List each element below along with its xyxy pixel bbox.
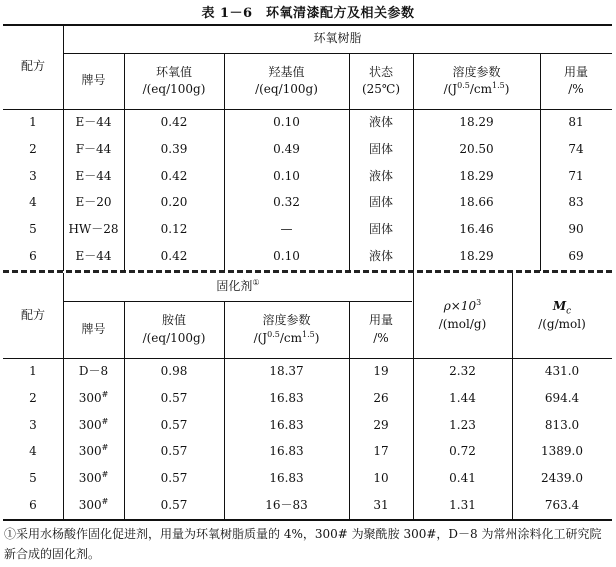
header-amount-curing: 用量 /% bbox=[368, 313, 393, 345]
curing-cell-amount: 10 bbox=[373, 471, 389, 486]
curing-cell-recipe: 2 bbox=[29, 390, 37, 405]
resin-cell-epoxy: 0.42 bbox=[160, 115, 188, 130]
curing-cell-amine: 0.57 bbox=[160, 390, 188, 405]
resin-cell-epoxy: 0.42 bbox=[160, 248, 188, 263]
resin-cell-hydroxyl: — bbox=[280, 222, 293, 237]
resin-cell-solubility: 18.29 bbox=[459, 248, 494, 263]
curing-cell-recipe: 4 bbox=[29, 444, 37, 459]
curing-cell-recipe: 1 bbox=[29, 364, 37, 379]
curing-cell-solubility: 18.37 bbox=[269, 364, 304, 379]
curing-cell-amount: 31 bbox=[373, 497, 389, 512]
curing-cell-solubility: 16.83 bbox=[269, 471, 304, 486]
resin-cell-recipe: 2 bbox=[29, 141, 37, 156]
brand-superscript: # bbox=[101, 389, 109, 399]
resin-cell-amount: 74 bbox=[568, 141, 584, 156]
curing-cell-mc: 1389.0 bbox=[541, 444, 583, 459]
header-recipe-curing: 配方 bbox=[20, 307, 45, 322]
brand-superscript: # bbox=[101, 443, 109, 453]
resin-cell-recipe: 5 bbox=[29, 222, 37, 237]
header-crosslink-density: $\rho\times 10^3$ /(mol/g) bbox=[438, 298, 487, 331]
resin-cell-brand: HW－28 bbox=[68, 222, 119, 237]
brand-superscript: # bbox=[101, 470, 109, 480]
curing-cell-brand: 300# bbox=[78, 443, 109, 459]
curing-cell-solubility: 16－83 bbox=[265, 497, 308, 512]
header-recipe: 配方 bbox=[20, 58, 45, 73]
resin-cell-state: 液体 bbox=[368, 115, 393, 130]
curing-cell-amine: 0.98 bbox=[160, 364, 188, 379]
curing-cell-solubility: 16.83 bbox=[269, 390, 304, 405]
resin-cell-solubility: 18.66 bbox=[459, 195, 494, 210]
resin-cell-state: 液体 bbox=[368, 248, 393, 263]
resin-cell-recipe: 4 bbox=[29, 195, 37, 210]
header-amount: 用量 /% bbox=[563, 64, 588, 96]
header-curing-agent-group: 固化剂① bbox=[216, 278, 260, 294]
resin-cell-recipe: 6 bbox=[29, 248, 37, 263]
table-title: 表 1－6 环氧清漆配方及相关参数 bbox=[201, 6, 415, 21]
curing-cell-brand: 300# bbox=[78, 389, 109, 405]
resin-cell-amount: 71 bbox=[568, 168, 584, 183]
curing-cell-rho: 1.31 bbox=[449, 497, 476, 512]
curing-cell-amine: 0.57 bbox=[160, 471, 188, 486]
resin-cell-state: 固体 bbox=[368, 195, 393, 210]
brand-superscript: # bbox=[101, 416, 109, 426]
resin-cell-recipe: 3 bbox=[29, 168, 37, 183]
curing-cell-solubility: 16.83 bbox=[269, 417, 304, 432]
curing-cell-recipe: 5 bbox=[29, 471, 37, 486]
curing-cell-rho: 2.32 bbox=[449, 364, 476, 379]
curing-cell-mc: 2439.0 bbox=[541, 471, 583, 486]
header-solubility-parameter: 溶度参数 $/(J^{0.5}/cm^{1.5})$ bbox=[443, 64, 510, 96]
header-solubility-parameter-curing: 溶度参数 $/(J^{0.5}/cm^{1.5})$ bbox=[253, 313, 320, 345]
resin-cell-epoxy: 0.20 bbox=[160, 195, 188, 210]
resin-cell-amount: 90 bbox=[568, 222, 584, 237]
curing-cell-brand: 300# bbox=[78, 496, 109, 512]
header-brand: 牌号 bbox=[81, 73, 106, 88]
curing-cell-mc: 813.0 bbox=[544, 417, 580, 432]
curing-cell-brand: 300# bbox=[78, 416, 109, 432]
header-amine-value: 胺值 /(eq/100g) bbox=[142, 313, 206, 345]
curing-cell-mc: 763.4 bbox=[544, 497, 580, 512]
curing-cell-solubility: 16.83 bbox=[269, 444, 304, 459]
resin-cell-hydroxyl: 0.10 bbox=[273, 115, 300, 130]
header-epoxy-value: 环氧值 /(eq/100g) bbox=[142, 64, 206, 96]
curing-cell-amine: 0.57 bbox=[160, 417, 188, 432]
curing-cell-recipe: 3 bbox=[29, 417, 37, 432]
curing-cell-rho: 1.44 bbox=[449, 390, 476, 405]
curing-cell-amount: 29 bbox=[373, 417, 389, 432]
resin-cell-solubility: 18.29 bbox=[459, 115, 494, 130]
resin-cell-hydroxyl: 0.32 bbox=[273, 195, 300, 210]
curing-cell-recipe: 6 bbox=[29, 497, 37, 512]
resin-cell-hydroxyl: 0.10 bbox=[273, 248, 300, 263]
resin-cell-brand: E－44 bbox=[75, 168, 112, 183]
curing-cell-brand: D－8 bbox=[78, 364, 109, 379]
resin-cell-recipe: 1 bbox=[29, 115, 37, 130]
header-epoxy-resin-group: 环氧树脂 bbox=[313, 30, 362, 45]
resin-cell-hydroxyl: 0.10 bbox=[273, 168, 300, 183]
curing-cell-mc: 694.4 bbox=[544, 390, 580, 405]
header-brand-curing: 牌号 bbox=[81, 321, 106, 336]
header-hydroxyl-value: 羟基值 /(eq/100g) bbox=[255, 64, 318, 96]
resin-cell-solubility: 16.46 bbox=[459, 222, 494, 237]
curing-cell-brand: 300# bbox=[78, 470, 109, 486]
header-mc: $M_c$ /(g/mol) bbox=[538, 299, 586, 331]
resin-cell-solubility: 18.29 bbox=[459, 168, 494, 183]
footnote: ①采用水杨酸作固化促进剂，用量为环氧树脂质量的 4%，300# 为聚酰胺 300#，D－8 为常州涂料化工研究院新合成的固化剂。 bbox=[4, 527, 602, 561]
curing-cell-rho: 1.23 bbox=[449, 417, 476, 432]
resin-cell-brand: F－44 bbox=[75, 141, 112, 156]
resin-cell-amount: 69 bbox=[568, 248, 584, 263]
brand-superscript: # bbox=[101, 496, 109, 506]
resin-cell-state: 液体 bbox=[368, 168, 393, 183]
resin-cell-state: 固体 bbox=[368, 141, 393, 156]
resin-cell-hydroxyl: 0.49 bbox=[273, 141, 300, 156]
resin-cell-amount: 83 bbox=[568, 195, 584, 210]
resin-cell-brand: E－44 bbox=[75, 248, 112, 263]
curing-cell-mc: 431.0 bbox=[544, 364, 580, 379]
resin-cell-amount: 81 bbox=[568, 115, 584, 130]
curing-cell-amount: 19 bbox=[373, 364, 389, 379]
header-state: 状态 (25℃) bbox=[361, 64, 401, 96]
resin-cell-epoxy: 0.12 bbox=[160, 222, 188, 237]
curing-cell-amount: 17 bbox=[373, 444, 389, 459]
recipe-table bbox=[3, 24, 612, 521]
curing-cell-amount: 26 bbox=[373, 390, 389, 405]
resin-cell-state: 固体 bbox=[368, 222, 393, 237]
resin-cell-brand: E－44 bbox=[75, 115, 112, 130]
resin-cell-epoxy: 0.39 bbox=[160, 141, 188, 156]
curing-cell-rho: 0.72 bbox=[449, 444, 476, 459]
curing-cell-amine: 0.57 bbox=[160, 497, 188, 512]
resin-cell-brand: E－20 bbox=[75, 195, 112, 210]
curing-cell-amine: 0.57 bbox=[160, 444, 188, 459]
resin-cell-solubility: 20.50 bbox=[459, 141, 494, 156]
curing-cell-rho: 0.41 bbox=[449, 471, 476, 486]
resin-cell-epoxy: 0.42 bbox=[160, 168, 188, 183]
